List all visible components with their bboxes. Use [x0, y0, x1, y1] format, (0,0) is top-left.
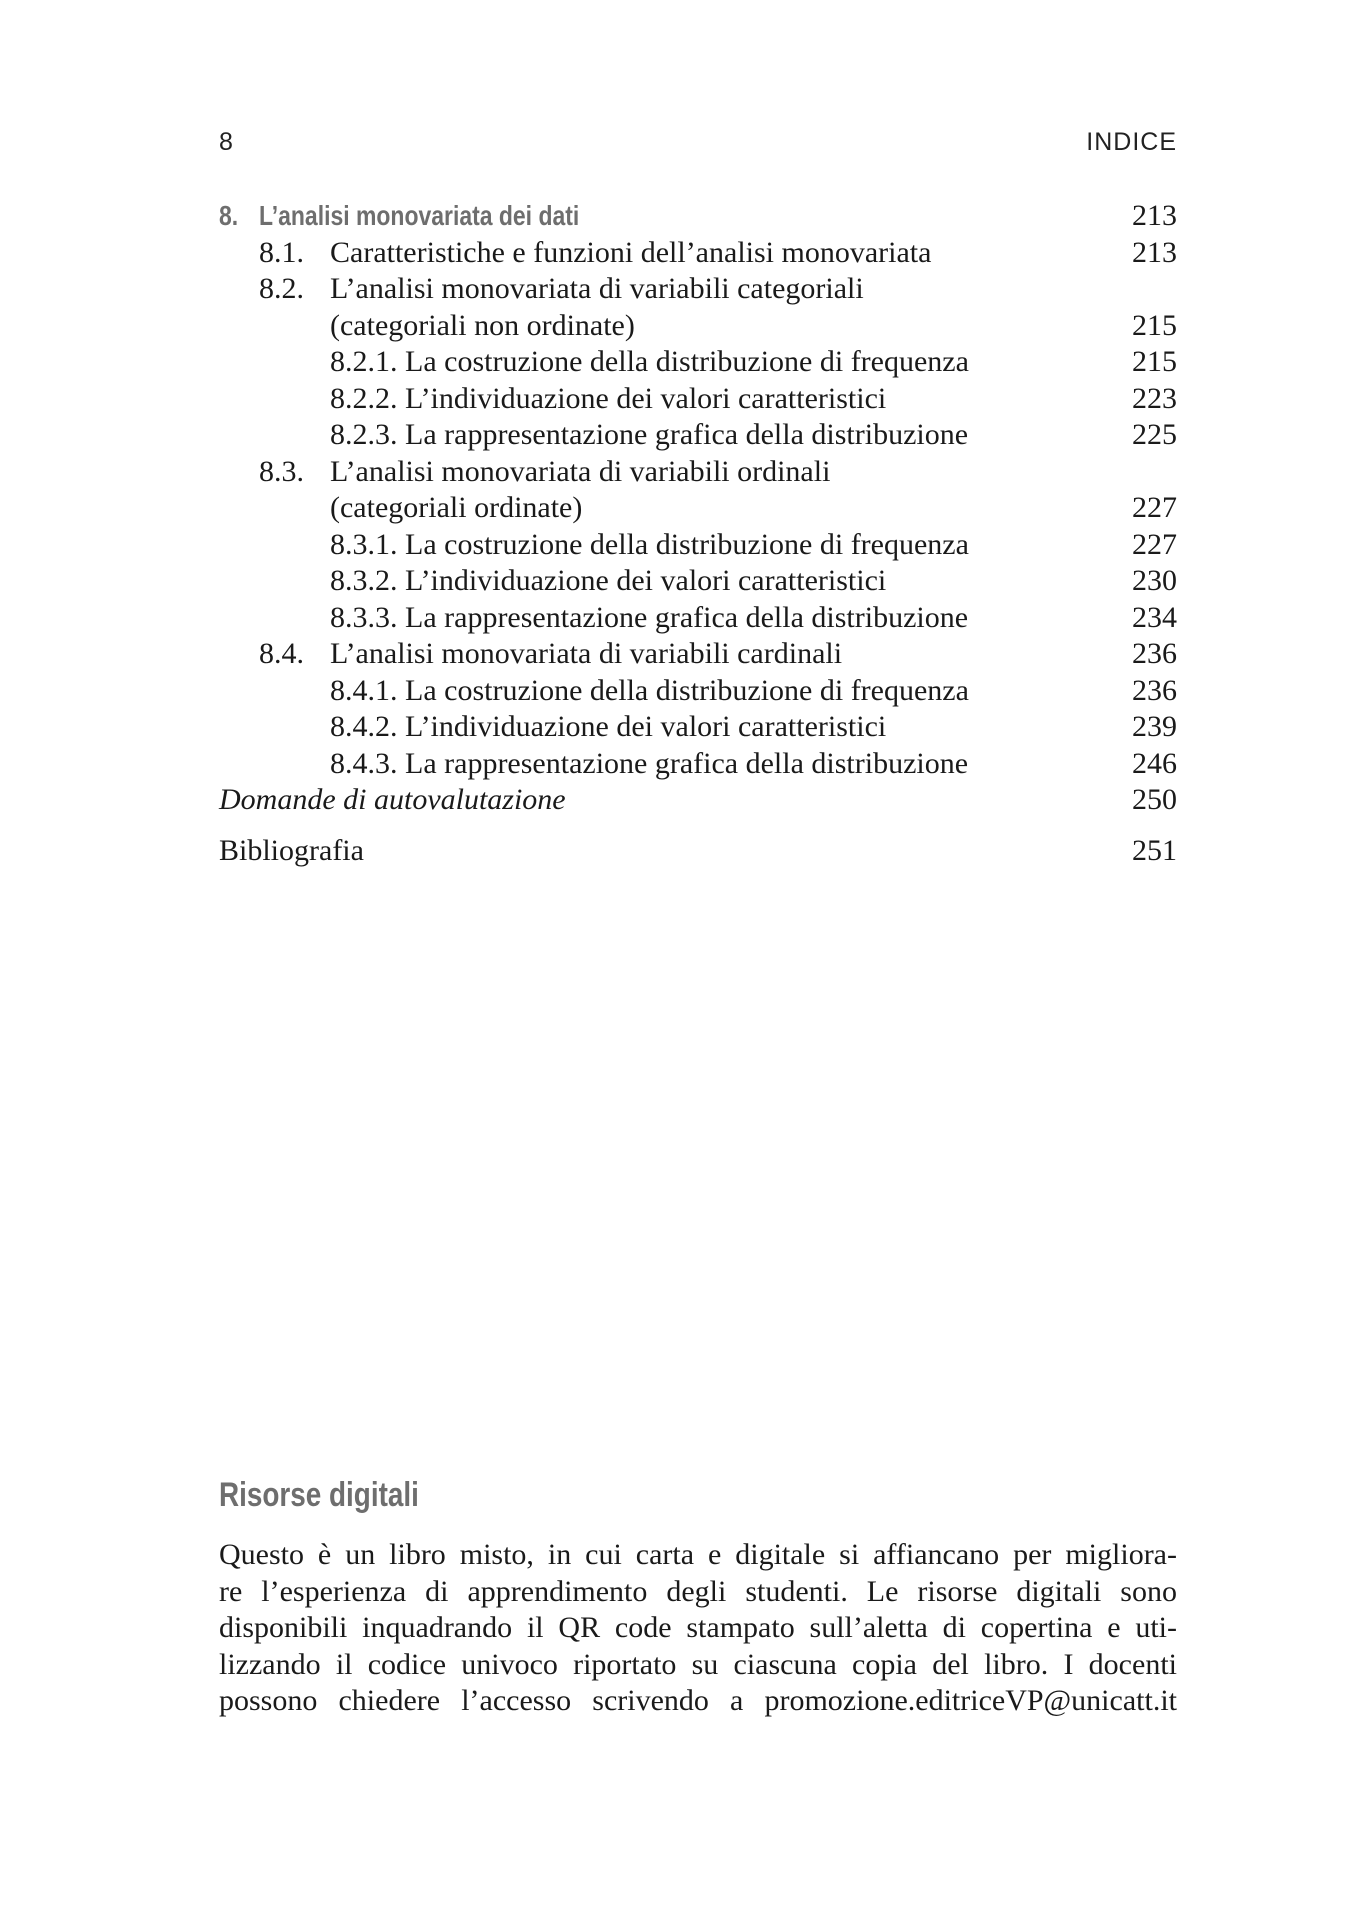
paragraph-line: lizzando il codice univoco riportato su ciascuna copia del libro. I docenti	[219, 1647, 1177, 1681]
toc-entry-number: 8.2.	[259, 272, 304, 305]
toc-entry	[219, 636, 1177, 673]
toc-entry-title: 8.3.2. L’individuazione dei valori caratteristici	[330, 564, 887, 597]
toc-entry-title: 8.3.1. La costruzione della distribuzione di frequenza	[330, 527, 969, 561]
toc-entry-page: 213	[1132, 235, 1177, 269]
toc-entry-page: 213	[1132, 199, 1177, 232]
running-title: INDICE	[1086, 128, 1177, 156]
toc-entry	[219, 417, 1177, 454]
toc-entry	[219, 600, 1177, 637]
toc-entry	[219, 454, 1177, 491]
toc-entry-title: (categoriali non ordinate)	[330, 308, 635, 342]
toc-entry-number: 8.1.	[259, 235, 304, 269]
toc-entry-page: 234	[1132, 600, 1177, 634]
paragraph-line: re l’esperienza di apprendimento degli studenti. Le risorse digitali sono	[219, 1574, 1177, 1608]
toc-entry-title: L’analisi monovariata di variabili ordinali	[330, 454, 831, 488]
toc-entry-title: Domande di autovalutazione	[219, 783, 566, 816]
toc-entry	[219, 381, 1177, 418]
toc-entry	[219, 235, 1177, 272]
toc-entry-page: 227	[1132, 527, 1177, 561]
toc-entry	[219, 563, 1177, 600]
toc-entry-page: 223	[1132, 381, 1177, 415]
toc-entry	[219, 198, 1177, 235]
toc-entry-title: Bibliografia	[219, 833, 364, 867]
toc-entry	[219, 782, 1177, 819]
toc-entry-page: 239	[1132, 710, 1177, 743]
toc-entry	[219, 344, 1177, 381]
toc-entry-page: 236	[1132, 637, 1177, 670]
toc-entry-title: Caratteristiche e funzioni dell’analisi monovariata	[330, 235, 932, 269]
toc-entry	[219, 490, 1177, 527]
digital-resources-paragraph	[219, 1537, 1177, 1720]
toc-entry-page: 227	[1132, 491, 1177, 524]
table-of-contents	[219, 198, 1177, 869]
toc-entry-title: 8.2.3. La rappresentazione grafica della distribuzione	[330, 418, 969, 451]
toc-entry-page: 215	[1132, 345, 1177, 378]
toc-entry-title: 8.3.3. La rappresentazione grafica della distribuzione	[330, 600, 969, 634]
toc-entry	[219, 308, 1177, 345]
toc-entry-page: 225	[1132, 418, 1177, 451]
toc-entry-number: 8.4.	[259, 637, 304, 670]
toc-entry	[219, 709, 1177, 746]
paragraph-line: possono chiedere l’accesso scrivendo a promozione.editriceVP@unicatt.it	[219, 1684, 1177, 1717]
toc-entry	[219, 527, 1177, 564]
toc-entry-page: 250	[1132, 783, 1177, 816]
section-heading-digital-resources: Risorse digitali	[219, 1476, 419, 1514]
toc-entry-title: 8.2.2. L’individuazione dei valori caratteristici	[330, 381, 887, 415]
toc-entry-page: 215	[1132, 308, 1177, 342]
paragraph-line: Questo è un libro misto, in cui carta e digitale si affiancano per migliora-	[219, 1538, 1177, 1571]
toc-entry-page: 230	[1132, 564, 1177, 597]
toc-entry-title: 8.4.2. L’individuazione dei valori caratteristici	[330, 710, 887, 743]
toc-entry-title: L’analisi monovariata di variabili categoriali	[330, 272, 864, 305]
toc-entry-page: 236	[1132, 673, 1177, 707]
toc-entry-title: 8.4.3. La rappresentazione grafica della distribuzione	[330, 746, 969, 780]
toc-entry	[219, 746, 1177, 783]
toc-entry-number: 8.3.	[259, 454, 304, 488]
paragraph-line: disponibili inquadrando il QR code stampato sull’aletta di copertina e uti-	[219, 1611, 1177, 1644]
page-number: 8	[219, 128, 233, 156]
toc-entry-title: 8.2.1. La costruzione della distribuzione di frequenza	[330, 345, 969, 378]
toc-entry	[219, 271, 1177, 308]
toc-entry-title: (categoriali ordinate)	[330, 491, 583, 524]
toc-entry	[219, 833, 1177, 870]
toc-entry-title: 8.4.1. La costruzione della distribuzione di frequenza	[330, 673, 969, 707]
toc-entry-title: L’analisi monovariata dei dati	[259, 200, 580, 231]
toc-entry-title: L’analisi monovariata di variabili cardinali	[330, 637, 843, 670]
toc-entry	[219, 673, 1177, 710]
toc-entry-page: 251	[1132, 833, 1177, 867]
toc-entry-page: 246	[1132, 746, 1177, 780]
toc-entry-number: 8.	[219, 200, 239, 231]
